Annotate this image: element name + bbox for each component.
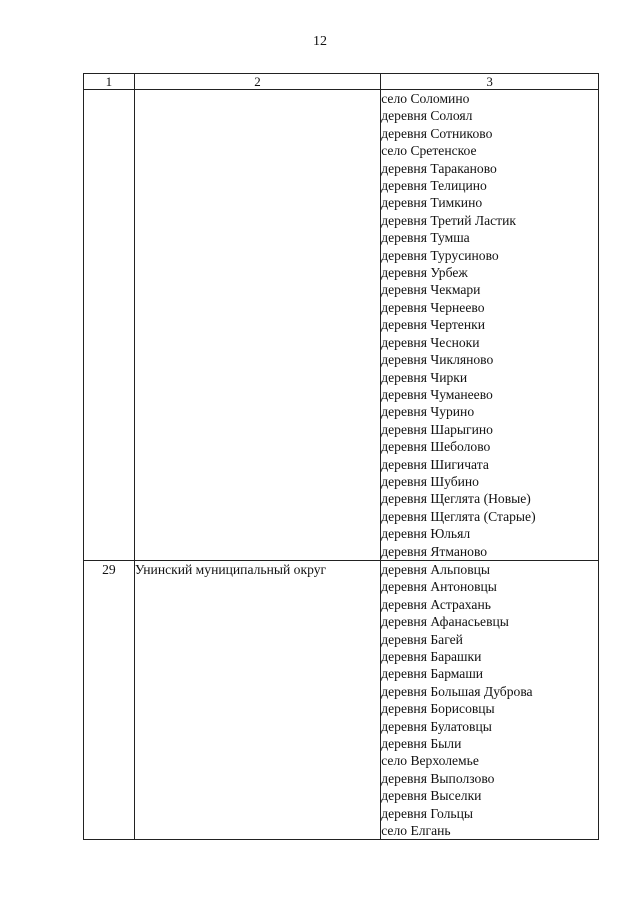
settlement-item: деревня Урбеж — [381, 265, 468, 281]
settlement-item: деревня Были — [381, 736, 462, 752]
settlement-item: деревня Барашки — [381, 649, 482, 664]
table-header-row — [84, 74, 599, 90]
settlement-item: деревня Чикляново — [381, 352, 494, 368]
column-header-1: 1 — [84, 74, 135, 90]
settlement-item: деревня Турусиново — [381, 247, 499, 263]
settlement-item: деревня Багей — [381, 631, 463, 647]
settlement-item: деревня Третий Ластик — [381, 212, 516, 228]
district-name: Унинский муниципальный округ — [134, 560, 380, 840]
settlement-item: деревня Щеглята (Старые) — [381, 508, 536, 524]
settlement-item: деревня Юльял — [381, 526, 471, 542]
settlement-item: деревня Шубино — [381, 473, 479, 489]
settlement-item: деревня Борисовцы — [381, 701, 495, 717]
column-header-3: 3 — [381, 74, 599, 90]
settlement-item: деревня Бармаши — [381, 666, 484, 682]
settlement-item: деревня Солоял — [381, 108, 473, 124]
row-number: 29 — [84, 560, 135, 840]
row-number — [84, 90, 135, 561]
settlement-item: деревня Чернеево — [381, 299, 485, 315]
settlement-item: деревня Выселки — [381, 788, 482, 804]
settlement-item: деревня Телицино — [381, 178, 487, 194]
settlement-item: деревня Выползово — [381, 770, 495, 786]
settlement-item: деревня Гольцы — [381, 805, 474, 821]
settlement-item: деревня Тараканово — [381, 160, 497, 176]
settlement-item: деревня Ятманово — [381, 543, 488, 559]
settlement-item: деревня Чекмари — [381, 282, 481, 298]
settlement-item: деревня Чирки — [381, 369, 468, 385]
settlement-item: деревня Чуманеево — [381, 386, 493, 402]
settlement-item: село Верхолемье — [381, 753, 479, 769]
settlement-item: деревня Тимкино — [381, 195, 483, 211]
settlement-item: деревня Тумша — [381, 230, 470, 246]
settlement-item: деревня Щеглята (Новые) — [381, 491, 531, 507]
column-header-2: 2 — [134, 74, 380, 90]
settlement-item: село Соломино — [381, 91, 470, 106]
settlement-item: деревня Афанасьевцы — [381, 614, 509, 630]
settlements-table — [83, 73, 599, 840]
settlement-item: деревня Большая Дуброва — [381, 683, 533, 699]
settlement-item: деревня Чесноки — [381, 334, 480, 350]
settlement-item: деревня Шарыгино — [381, 421, 493, 437]
settlement-item: деревня Чертенки — [381, 317, 485, 333]
settlement-item: село Сретенское — [381, 143, 477, 159]
settlement-item: деревня Альповцы — [381, 561, 491, 577]
settlement-item: деревня Астрахань — [381, 596, 491, 612]
settlement-item: деревня Сотниково — [381, 125, 493, 141]
settlement-item: деревня Булатовцы — [381, 718, 492, 734]
table-row — [84, 560, 599, 840]
page-number: 12 — [313, 34, 327, 49]
settlement-item: деревня Шеболово — [381, 439, 491, 455]
settlement-item: деревня Шигичата — [381, 456, 489, 472]
district-name — [134, 90, 380, 561]
settlement-item: деревня Чурино — [381, 404, 475, 420]
table-row — [84, 90, 599, 561]
settlement-item: село Елгань — [381, 823, 451, 839]
settlements-list — [381, 90, 599, 561]
settlement-item: деревня Антоновцы — [381, 579, 497, 595]
settlements-list — [381, 560, 599, 840]
